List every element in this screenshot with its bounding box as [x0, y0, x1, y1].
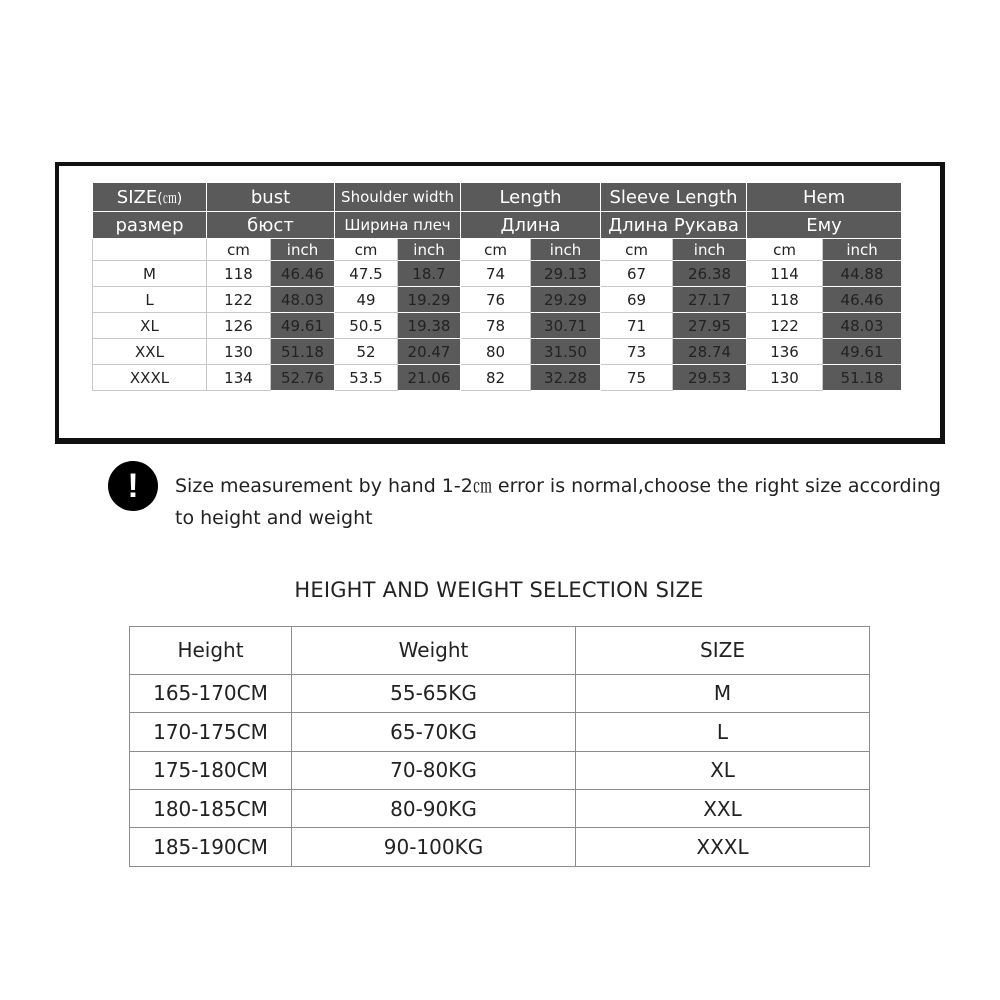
size-header: SIZE: [576, 627, 870, 675]
cm-value: 67: [601, 261, 673, 287]
cm-value: 82: [461, 365, 531, 391]
size-col-header: SIZE(㎝): [93, 183, 207, 212]
cm-value: 76: [461, 287, 531, 313]
cm-value: 114: [747, 261, 823, 287]
inch-value: 46.46: [823, 287, 902, 313]
cm-value: 118: [207, 261, 271, 287]
hem-header: Hem: [747, 183, 902, 212]
cm-value: 71: [601, 313, 673, 339]
inch-value: 29.13: [531, 261, 601, 287]
size-cell: XL: [576, 751, 870, 789]
sleeve-length-header-ru: Длина Рукава: [601, 212, 747, 239]
inch-value: 27.17: [673, 287, 747, 313]
size-row: [93, 365, 902, 391]
height-cell: 170-175CM: [130, 713, 292, 751]
inch-value: 51.18: [823, 365, 902, 391]
height-cell: 175-180CM: [130, 751, 292, 789]
cm-value: 130: [207, 339, 271, 365]
shoulder-width-header: Shoulder width: [335, 183, 461, 212]
inch-value: 21.06: [398, 365, 461, 391]
cm-value: 78: [461, 313, 531, 339]
size-chart-header-ru: [93, 212, 902, 239]
inch-value: 29.53: [673, 365, 747, 391]
unit-cm: cm: [747, 239, 823, 261]
inch-value: 28.74: [673, 339, 747, 365]
length-header: Length: [461, 183, 601, 212]
cm-value: 75: [601, 365, 673, 391]
cm-value: 130: [747, 365, 823, 391]
inch-value: 49.61: [271, 313, 335, 339]
cm-value: 49: [335, 287, 398, 313]
selection-title: HEIGHT AND WEIGHT SELECTION SIZE: [294, 578, 704, 602]
cm-value: 52: [335, 339, 398, 365]
size-label: XXL: [93, 339, 207, 365]
size-label: M: [93, 261, 207, 287]
unit-inch: inch: [673, 239, 747, 261]
unit-inch: inch: [531, 239, 601, 261]
weight-cell: 70-80KG: [292, 751, 576, 789]
height-cell: 185-190CM: [130, 828, 292, 867]
weight-cell: 80-90KG: [292, 790, 576, 828]
height-header: Height: [130, 627, 292, 675]
cm-value: 118: [747, 287, 823, 313]
inch-value: 27.95: [673, 313, 747, 339]
inch-value: 26.38: [673, 261, 747, 287]
bust-header-ru: бюст: [207, 212, 335, 239]
inch-value: 49.61: [823, 339, 902, 365]
selection-body: [130, 674, 870, 866]
inch-value: 29.29: [531, 287, 601, 313]
height-cell: 180-185CM: [130, 790, 292, 828]
unit-inch: inch: [823, 239, 902, 261]
cm-value: 136: [747, 339, 823, 365]
cm-value: 53.5: [335, 365, 398, 391]
unit-cm: cm: [601, 239, 673, 261]
inch-value: 19.38: [398, 313, 461, 339]
unit-cm: cm: [207, 239, 271, 261]
cm-value: 126: [207, 313, 271, 339]
length-header-ru: Длина: [461, 212, 601, 239]
size-chart-body: [93, 261, 902, 391]
size-notice-text: Size measurement by hand 1-2㎝ error is normal,choose the right size according to height and weight: [175, 475, 941, 529]
size-label: XXXL: [93, 365, 207, 391]
cm-value: 47.5: [335, 261, 398, 287]
weight-cell: 65-70KG: [292, 713, 576, 751]
weight-header: Weight: [292, 627, 576, 675]
height-weight-table: [129, 626, 870, 867]
size-cell: XXXL: [576, 828, 870, 867]
inch-value: 30.71: [531, 313, 601, 339]
unit-cm: cm: [335, 239, 398, 261]
cm-value: 122: [207, 287, 271, 313]
bust-header: bust: [207, 183, 335, 212]
size-row: [93, 287, 902, 313]
selection-row: [130, 751, 870, 789]
size-row: [93, 313, 902, 339]
inch-value: 44.88: [823, 261, 902, 287]
weight-cell: 90-100KG: [292, 828, 576, 867]
size-label: XL: [93, 313, 207, 339]
inch-value: 20.47: [398, 339, 461, 365]
unit-inch: inch: [398, 239, 461, 261]
selection-row: [130, 713, 870, 751]
inch-value: 52.76: [271, 365, 335, 391]
selection-header-row: [130, 627, 870, 675]
size-cell: XXL: [576, 790, 870, 828]
cm-value: 69: [601, 287, 673, 313]
inch-value: 18.7: [398, 261, 461, 287]
size-cell: L: [576, 713, 870, 751]
sleeve-length-header: Sleeve Length: [601, 183, 747, 212]
selection-row: [130, 828, 870, 867]
cm-value: 122: [747, 313, 823, 339]
inch-value: 31.50: [531, 339, 601, 365]
height-cell: 165-170CM: [130, 674, 292, 712]
cm-value: 73: [601, 339, 673, 365]
inch-value: 48.03: [823, 313, 902, 339]
size-cell: M: [576, 674, 870, 712]
size-row: [93, 261, 902, 287]
cm-value: 50.5: [335, 313, 398, 339]
selection-row: [130, 790, 870, 828]
cm-value: 134: [207, 365, 271, 391]
size-row: [93, 339, 902, 365]
size-label: L: [93, 287, 207, 313]
weight-cell: 55-65KG: [292, 674, 576, 712]
size-col-header-ru: размер: [93, 212, 207, 239]
units-blank-cell: [93, 239, 207, 261]
unit-inch: inch: [271, 239, 335, 261]
inch-value: 19.29: [398, 287, 461, 313]
cm-value: 80: [461, 339, 531, 365]
cm-value: 74: [461, 261, 531, 287]
inch-value: 48.03: [271, 287, 335, 313]
selection-row: [130, 674, 870, 712]
exclamation-icon: !: [108, 461, 158, 511]
hem-header-ru: Ему: [747, 212, 902, 239]
inch-value: 32.28: [531, 365, 601, 391]
size-chart-units-row: [93, 239, 902, 261]
size-chart-header-en: [93, 183, 902, 212]
inch-value: 51.18: [271, 339, 335, 365]
unit-cm: cm: [461, 239, 531, 261]
shoulder-width-header-ru: Ширина плеч: [335, 212, 461, 239]
inch-value: 46.46: [271, 261, 335, 287]
size-chart-table: [92, 182, 902, 391]
